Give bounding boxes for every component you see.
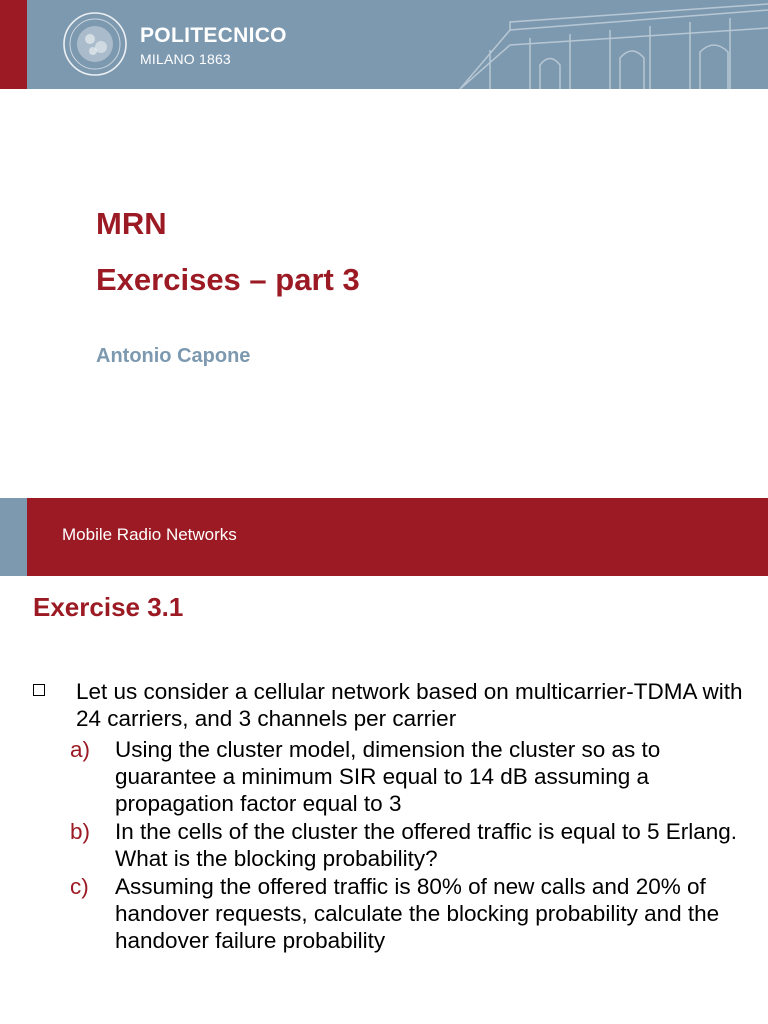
author-name: Antonio Capone — [96, 345, 251, 367]
exercise-title: Exercise 3.1 — [33, 592, 184, 622]
list-item — [33, 736, 753, 817]
exercise-content — [33, 678, 753, 955]
course-banner — [0, 498, 768, 576]
slide-title-line1: MRN — [96, 206, 167, 241]
list-item-marker: b) — [70, 819, 91, 844]
list-item-text: Using the cluster model, dimension the cluster so as to guarantee a minimum SIR equal to 14 dB assuming a propagation factor equal to 3 — [115, 737, 661, 816]
list-item-marker: a) — [70, 737, 91, 762]
list-item-text: Assuming the offered traffic is 80% of new calls and 20% of handover requests, calculate the blocking probability and the handover failure probability — [115, 874, 720, 953]
exercise-bullet — [33, 678, 753, 732]
brand-subtitle: MILANO 1863 — [140, 51, 231, 67]
exercise-bullet-text: Let us consider a cellular network based on multicarrier-TDMA with 24 carriers, and 3 channels per carrier — [76, 679, 743, 731]
list-item-marker: c) — [70, 874, 89, 899]
building-facade-icon — [450, 0, 768, 89]
brand-name: POLITECNICO — [140, 24, 287, 47]
list-item — [33, 818, 753, 872]
list-item-text: In the cells of the cluster the offered traffic is equal to 5 Erlang. What is the blocking probability? — [115, 819, 738, 871]
course-banner-accent-strip — [0, 498, 27, 576]
slide-title-line2: Exercises – part 3 — [96, 262, 360, 297]
list-item — [33, 873, 753, 954]
header-banner — [0, 0, 768, 89]
exercise-sub-list — [33, 736, 753, 954]
header-accent-strip — [0, 0, 27, 89]
course-name: Mobile Radio Networks — [62, 525, 237, 544]
square-bullet-icon — [33, 684, 45, 696]
university-seal-icon — [62, 11, 128, 77]
